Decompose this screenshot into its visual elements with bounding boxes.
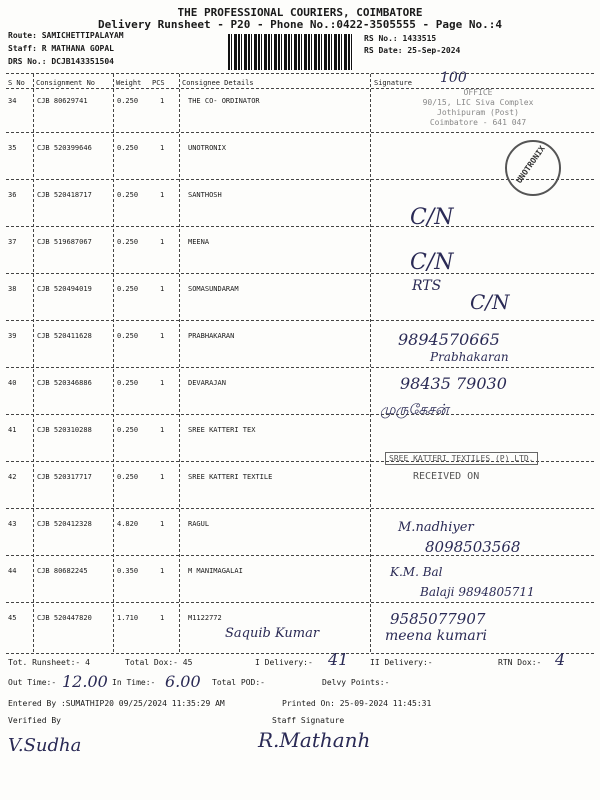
row-pcs: 1 [160, 520, 165, 528]
round-stamp: UNOTRONIX [505, 140, 561, 196]
staff-signature-label: Staff Signature [272, 716, 345, 725]
col-divider [33, 74, 34, 652]
in-time-value: 6.00 [165, 672, 201, 691]
handwritten-cn: C/N [410, 205, 454, 230]
signature-mark: 100 [440, 70, 467, 86]
rtn-dox-value: 4 [555, 650, 566, 669]
drs-number: DRS No.: DCJB143351504 [8, 57, 114, 66]
col-header-weight: Weight [116, 79, 142, 87]
row-divider [6, 508, 594, 509]
total-dox: Total Dox:- 45 [125, 658, 193, 667]
row-sno: 39 [8, 332, 17, 340]
row-divider [6, 226, 594, 227]
row-consignment: CJB 520346886 [37, 379, 92, 387]
row-consignee: M1122772 [188, 614, 222, 622]
handwritten-phone: 8098503568 [425, 538, 521, 556]
row-pcs: 1 [160, 191, 165, 199]
row-divider [6, 602, 594, 603]
row-weight: 0.250 [117, 473, 139, 481]
row-weight: 0.250 [117, 144, 139, 152]
row-sno: 45 [8, 614, 17, 622]
col-divider [113, 74, 114, 652]
staff-signature: R.Mathanh [258, 728, 371, 752]
col-header-signature: Signature [374, 79, 412, 87]
row-consignment: CJB 520411628 [37, 332, 92, 340]
i-delivery-value: 41 [328, 650, 349, 669]
row-pcs: 1 [160, 144, 165, 152]
row-weight: 4.820 [117, 520, 139, 528]
i-delivery-label: I Delivery:- [255, 658, 313, 667]
row-weight: 0.350 [117, 567, 139, 575]
col-divider [179, 74, 180, 652]
out-time-value: 12.00 [62, 672, 108, 691]
row-pcs: 1 [160, 97, 165, 105]
row-divider [6, 320, 594, 321]
handwritten-phone: 9894570665 [398, 330, 500, 349]
row-consignment: CJB 520418717 [37, 191, 92, 199]
row-sno: 35 [8, 144, 17, 152]
out-time-label: Out Time:- [8, 678, 57, 687]
row-divider [6, 367, 594, 368]
row-consignment: CJB 520317717 [37, 473, 92, 481]
row-consignment: CJB 519687067 [37, 238, 92, 246]
entered-by: Entered By :SUMATHIP20 09/25/2024 11:35:29 AM [8, 699, 225, 708]
row-consignment: CJB 520447820 [37, 614, 92, 622]
row-weight: 0.250 [117, 332, 139, 340]
row-consignee: PRABHAKARAN [188, 332, 235, 340]
row-sno: 40 [8, 379, 17, 387]
rtn-dox-label: RTN Dox:- [498, 658, 542, 667]
row-consignee: SREE KATTERI TEX [188, 426, 256, 434]
row-weight: 0.250 [117, 426, 139, 434]
row-consignee: RAGUL [188, 520, 210, 528]
row-consignment: CJB 520310288 [37, 426, 92, 434]
col-header-pcs: PCS [152, 79, 165, 87]
row-sno: 36 [8, 191, 17, 199]
handwritten-name: Prabhakaran [430, 350, 509, 364]
row-consignment: CJB 80682245 [37, 567, 88, 575]
row-consignee: M MANIMAGALAI [188, 567, 243, 575]
handwritten-phone: 98435 79030 [400, 374, 507, 393]
printed-on: Printed On: 25-09-2024 11:45:31 [282, 699, 432, 708]
rs-date: RS Date: 25-Sep-2024 [364, 46, 461, 55]
row-pcs: 1 [160, 426, 165, 434]
row-weight: 0.250 [117, 191, 139, 199]
row-consignment: CJB 80629741 [37, 97, 88, 105]
row-consignee: MEENA [188, 238, 210, 246]
handwritten-cn: C/N [410, 250, 454, 275]
row-consignee: UNOTRONIX [188, 144, 226, 152]
row-sno: 38 [8, 285, 17, 293]
handwritten-rts: RTS [412, 278, 442, 294]
row-pcs: 1 [160, 379, 165, 387]
received-stamp: RECEIVED ON [413, 471, 480, 482]
row-pcs: 1 [160, 238, 165, 246]
verifier-signature: V.Sudha [8, 735, 82, 756]
verified-by-label: Verified By [8, 716, 61, 725]
row-divider [6, 132, 594, 133]
row-sno: 44 [8, 567, 17, 575]
handwritten-signature: K.M. Bal [390, 565, 443, 579]
row-sno: 41 [8, 426, 17, 434]
row-divider [6, 414, 594, 415]
row-pcs: 1 [160, 567, 165, 575]
row-weight: 0.250 [117, 285, 139, 293]
row-weight: 0.250 [117, 238, 139, 246]
row-consignment: CJB 520399646 [37, 144, 92, 152]
staff: Staff: R MATHANA GOPAL [8, 44, 114, 53]
office-stamp: OFFICE 90/15, LIC Siva Complex Jothipuram (Post) Coimbatore - 641 047 [422, 88, 534, 127]
col-header-sno: S No [8, 79, 25, 87]
row-consignee: SREE KATTERI TEXTILE [188, 473, 273, 481]
total-pod: Total POD:- [212, 678, 265, 687]
row-sno: 37 [8, 238, 17, 246]
runsheet-title: Delivery Runsheet - P20 - Phone No.:0422-3505555 - Page No.:4 [98, 18, 502, 31]
row-pcs: 1 [160, 614, 165, 622]
row-consignment: CJB 520412328 [37, 520, 92, 528]
row-consignee: SOMASUNDARAM [188, 285, 239, 293]
handwritten-phone: 9585077907 [390, 610, 486, 628]
row-sno: 34 [8, 97, 17, 105]
row-consignee: THE CO- ORDINATOR [188, 97, 260, 105]
handwritten-signature: Saquib Kumar [225, 626, 320, 641]
row-consignment: CJB 520494019 [37, 285, 92, 293]
row-pcs: 1 [160, 473, 165, 481]
footer-rule [6, 653, 594, 654]
col-header-consignee: Consignee Details [182, 79, 254, 87]
row-sno: 43 [8, 520, 17, 528]
row-divider [6, 273, 594, 274]
company-title: THE PROFESSIONAL COURIERS, COIMBATORE [177, 6, 423, 19]
row-weight: 0.250 [117, 379, 139, 387]
company-stamp: SREE KATTERI TEXTILES (P) LTD. [385, 452, 538, 465]
route: Route: SAMICHETTIPALAYAM [8, 31, 124, 40]
handwritten-name: meena kumari [385, 628, 487, 644]
handwritten-cn: C/N [470, 290, 510, 314]
row-weight: 1.710 [117, 614, 139, 622]
row-sno: 42 [8, 473, 17, 481]
row-divider [6, 179, 594, 180]
row-weight: 0.250 [117, 97, 139, 105]
row-pcs: 1 [160, 332, 165, 340]
delivery-points: Delvy Points:- [322, 678, 390, 687]
row-pcs: 1 [160, 285, 165, 293]
col-divider [370, 74, 371, 652]
row-consignee: DEVARAJAN [188, 379, 226, 387]
handwritten-name: M.nadhiyer [398, 520, 474, 535]
col-header-consignment: Consignment No [36, 79, 96, 87]
in-time-label: In Time:- [112, 678, 156, 687]
handwritten-signature: Balaji 9894805711 [420, 585, 535, 599]
ii-delivery-label: II Delivery:- [370, 658, 433, 667]
rs-number: RS No.: 1433515 [364, 34, 437, 43]
total-runsheet: Tot. Runsheet:- 4 [8, 658, 90, 667]
handwritten-signature: முருகேசன் [380, 402, 449, 418]
table-top-rule [6, 73, 594, 74]
row-consignee: SANTHOSH [188, 191, 222, 199]
barcode [228, 34, 354, 70]
